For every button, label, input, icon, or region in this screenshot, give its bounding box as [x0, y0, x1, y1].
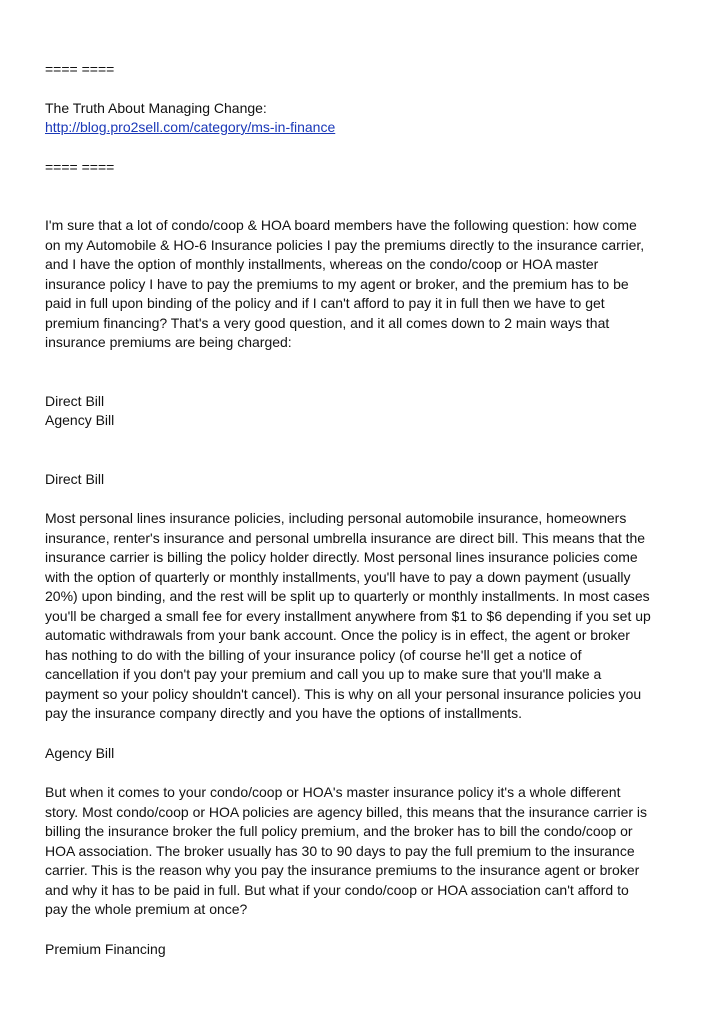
direct-bill-paragraph — [45, 509, 685, 724]
paragraph-line: you'll be charged a small fee for every installment anywhere from $1 to $6 depending if you set up — [45, 607, 651, 624]
paragraph-line: pay the insurance company directly and you have the options of installments. — [45, 705, 523, 721]
paragraph-line: HOA association. The broker usually has 30 to 90 days to pay the full premium to the insurance — [45, 842, 635, 859]
separator-top: ==== ==== — [45, 61, 115, 77]
paragraph-line: premium financing? That's a very good question, and it all comes down to 2 main ways that — [45, 314, 610, 331]
intro-link[interactable]: http://blog.pro2sell.com/category/ms-in-finance — [45, 119, 336, 135]
paragraph-line: has nothing to do with the billing of your insurance policy (of course he'll get a notice of — [45, 646, 582, 663]
paragraph-line: insurance premiums are being charged: — [45, 334, 292, 350]
paragraph-line: paid in full upon binding of the policy and if I can't afford to pay it in full then we have to get — [45, 295, 605, 311]
paragraph-line: with the option of quarterly or monthly installments, you'll have to pay a down payment (usually — [45, 568, 631, 585]
paragraph-line: 20%) upon binding, and the rest will be split up to quarterly or monthly installments. In most cases — [45, 588, 650, 604]
paragraph-line: story. Most condo/coop or HOA policies are agency billed, this means that the insurance carrier is — [45, 803, 648, 820]
paragraph-line: insurance policy I have to pay the premiums to my agent or broker, and the premium has to be — [45, 275, 629, 292]
paragraph-line: and I have the option of monthly installments, whereas on the condo/coop or HOA master — [45, 256, 599, 272]
paragraph-line: payment so your policy shouldn't cancel). This is why on all your personal insurance policies you — [45, 685, 642, 702]
section-heading-direct-bill: Direct Bill — [45, 470, 105, 487]
paragraph-line: on my Automobile & HO-6 Insurance policies I pay the premiums directly to the insurance carrier, — [45, 236, 645, 253]
list-item: Agency Bill — [45, 412, 115, 428]
section-heading-premium-financing: Premium Financing — [45, 940, 166, 957]
billing-types-list — [45, 392, 685, 431]
paragraph-line: insurance carrier is billing the policy holder directly. Most personal lines insurance policies come — [45, 549, 638, 565]
paragraph-line: Most personal lines insurance policies, including personal automobile insurance, homeowners — [45, 510, 627, 526]
intro-title: The Truth About Managing Change: — [45, 99, 267, 116]
paragraph-line: insurance, renter's insurance and personal umbrella insurance are direct bill. This means that the — [45, 529, 646, 546]
paragraph-line: billing the insurance broker the full policy premium, and the broker has to bill the condo/coop or — [45, 823, 633, 839]
paragraph-line: pay the whole premium at once? — [45, 901, 248, 917]
agency-bill-paragraph — [45, 783, 685, 920]
paragraph-line: But when it comes to your condo/coop or HOA's master insurance policy it's a whole different — [45, 784, 621, 800]
paragraph-line: carrier. This is the reason why you pay the insurance premiums to the insurance agent or broker — [45, 862, 640, 878]
paragraph-line: and why it has to be paid in full. But what if your condo/coop or HOA association can't afford to — [45, 881, 629, 898]
paragraph-line: cancellation if you don't pay your premium and call you up to make sure that you'll make a — [45, 666, 602, 682]
separator-bottom: ==== ==== — [45, 158, 115, 175]
list-item: Direct Bill — [45, 392, 105, 409]
document-page — [45, 60, 685, 959]
paragraph-1 — [45, 216, 685, 353]
paragraph-line: automatic withdrawals from your bank account. Once the policy is in effect, the agent or broker — [45, 627, 630, 643]
section-heading-agency-bill: Agency Bill — [45, 744, 115, 761]
paragraph-line: I'm sure that a lot of condo/coop & HOA board members have the following question: how come — [45, 217, 637, 233]
